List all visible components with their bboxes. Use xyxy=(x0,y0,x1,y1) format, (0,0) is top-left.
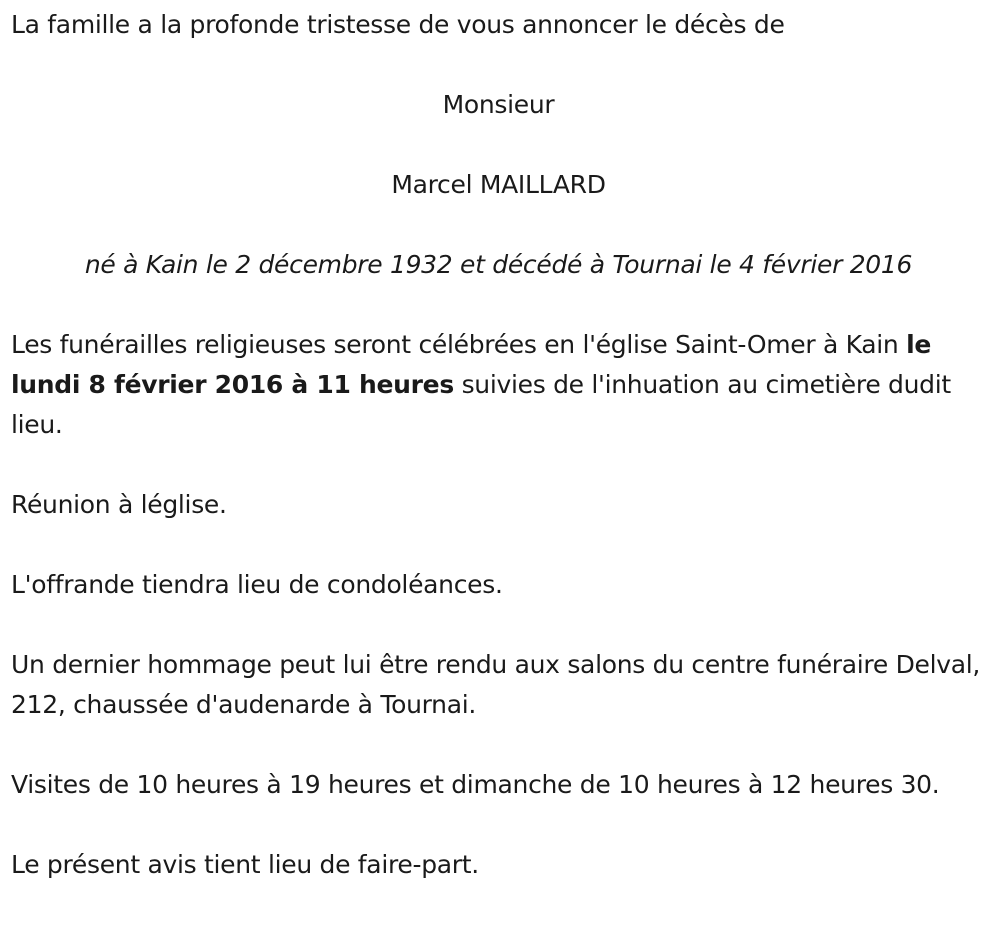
closing-text: Le présent avis tient lieu de faire-part. xyxy=(11,850,479,879)
obituary-notice xyxy=(11,5,986,885)
funeral-text-end: suivies de l'inhuation au cimetière dudit lieu. xyxy=(11,370,951,439)
honorific: Monsieur xyxy=(442,90,555,119)
tribute-text: Un dernier hommage peut lui être rendu aux salons du centre funéraire Delval, 212, chaussée d'audenarde à Tournai. xyxy=(11,650,981,719)
funeral-text-start: Les funérailles religieuses seront célébrées en l'église Saint-Omer à Kain xyxy=(11,330,907,359)
offering-text: L'offrande tiendra lieu de condoléances. xyxy=(11,570,503,599)
intro-text: La famille a la profonde tristesse de vous annoncer le décès de xyxy=(11,10,785,39)
deceased-name: Marcel MAILLARD xyxy=(391,170,606,199)
meeting-text: Réunion à léglise. xyxy=(11,490,227,519)
funeral-paragraph xyxy=(11,325,986,445)
visits-text: Visites de 10 heures à 19 heures et dimanche de 10 heures à 12 heures 30. xyxy=(11,770,940,799)
birth-death-dates: né à Kain le 2 décembre 1932 et décédé à Tournai le 4 février 2016 xyxy=(84,250,913,279)
funeral-date: le lundi 8 février 2016 à 11 heures xyxy=(11,330,932,399)
